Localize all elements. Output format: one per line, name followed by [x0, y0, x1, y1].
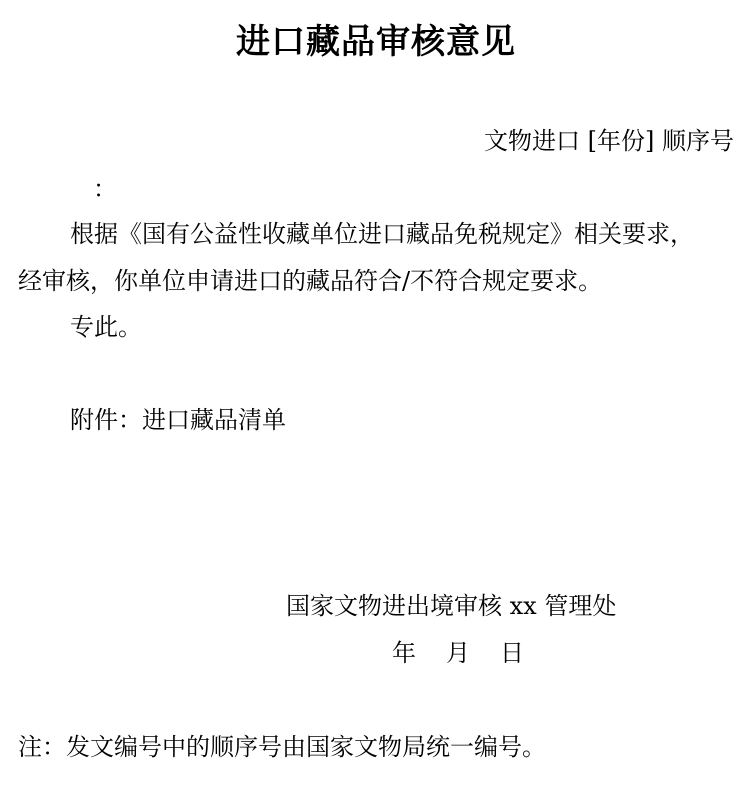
document-title: 进口藏品审核意见 [236, 22, 516, 62]
closing-remark: 专此。 [70, 313, 142, 341]
document-number: 文物进口 [年份] 顺序号 [484, 127, 734, 155]
date-month-label: 月 [446, 639, 470, 667]
addressee-line: ： [93, 175, 117, 203]
date-year-label: 年 [392, 639, 416, 667]
issue-date [392, 636, 524, 670]
issuer-signature: 国家文物进出境审核 xx 管理处 [286, 592, 617, 620]
body-text-line-1: 根据《国有公益性收藏单位进口藏品免税规定》相关要求， [70, 220, 694, 248]
body-text-line-2: 经审核，你单位申请进口的藏品符合/不符合规定要求。 [18, 267, 603, 295]
footnote: 注：发文编号中的顺序号由国家文物局统一编号。 [18, 733, 546, 761]
attachment-line: 附件：进口藏品清单 [70, 406, 286, 434]
date-day-label: 日 [500, 639, 524, 667]
